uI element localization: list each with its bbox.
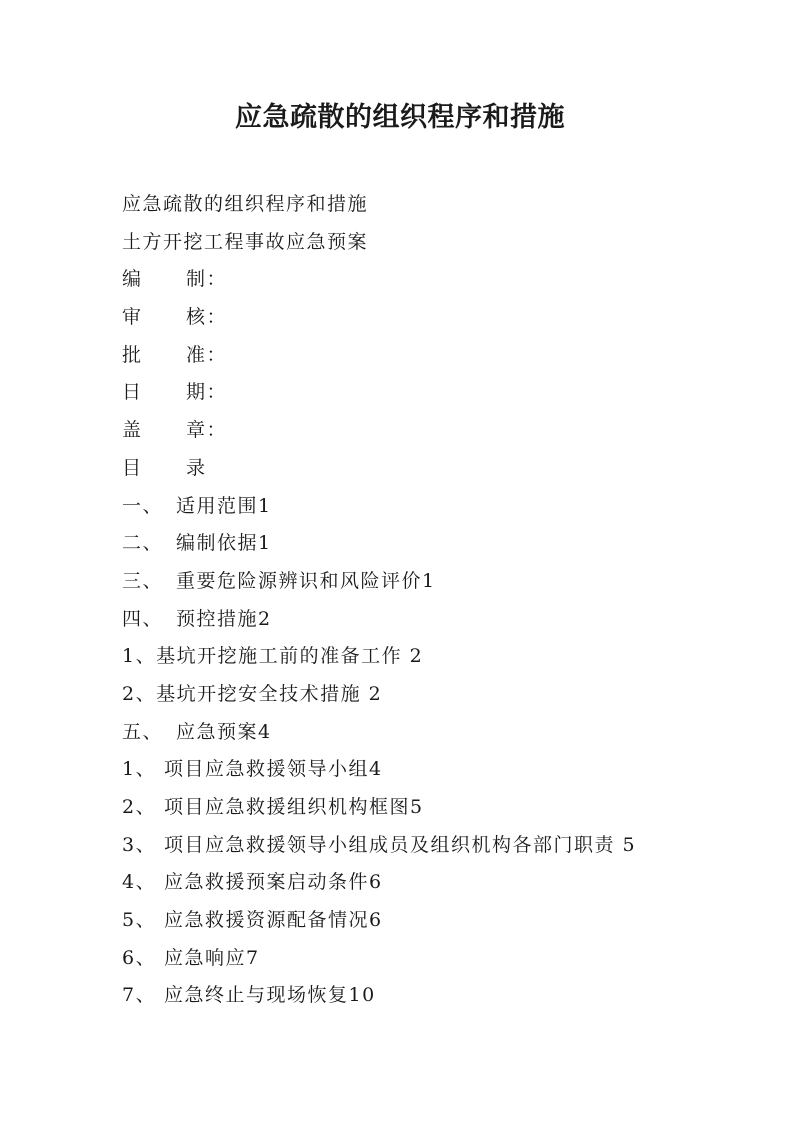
- toc-heading: [122, 450, 762, 488]
- toc-heading-b: 录: [186, 456, 207, 479]
- toc-item: [122, 563, 762, 601]
- toc-item-page: 2: [402, 645, 424, 668]
- toc-item-text: 预控措施: [176, 607, 259, 630]
- toc-item-page: 5: [615, 833, 637, 856]
- toc-item-number: 4、: [122, 871, 157, 894]
- plan-name: 土方开挖工程事故应急预案: [122, 230, 369, 253]
- toc-item: [122, 864, 762, 902]
- toc-item-number: 2、: [122, 796, 157, 818]
- toc-item-page: 2: [361, 682, 383, 705]
- toc-item: [122, 940, 762, 978]
- toc-item-text: 重要危险源辨识和风险评价: [176, 569, 423, 592]
- field-label-a: 编: [122, 268, 143, 291]
- toc-item-text: 应急响应: [164, 946, 247, 969]
- toc-item-number: 五、: [122, 720, 164, 743]
- toc-item-text: 项目应急救援组织机构框图: [164, 796, 411, 818]
- field-label-b: 准：: [186, 343, 228, 366]
- toc-item-page: 5: [410, 796, 424, 818]
- toc-item-number: 四、: [122, 607, 164, 630]
- page-title: 应急疏散的组织程序和措施: [235, 102, 565, 133]
- toc-item: [122, 789, 762, 827]
- toc-item-page: 2: [258, 607, 272, 630]
- toc-item: [122, 488, 762, 526]
- toc-item: [122, 751, 762, 789]
- toc-item-number: 3、: [122, 833, 157, 856]
- toc-item-page: 4: [258, 720, 272, 743]
- toc-item-number: 6、: [122, 946, 157, 969]
- toc-item-page: 1: [258, 532, 272, 555]
- toc-item-text: 适用范围: [176, 494, 259, 517]
- field-label-a: 盖: [122, 419, 143, 442]
- toc-item-number: 5、: [122, 909, 157, 932]
- toc-item-number: 2、: [122, 682, 157, 705]
- toc-item-page: 6: [369, 909, 383, 932]
- toc-item: [122, 676, 762, 714]
- document-body: [122, 186, 762, 1015]
- toc-item-text: 应急预案: [176, 720, 259, 743]
- field-label-b: 制：: [186, 268, 228, 291]
- field-label-b: 核：: [186, 306, 228, 329]
- toc-heading-a: 目: [122, 456, 143, 479]
- toc-item-text: 应急终止与现场恢复: [164, 984, 349, 1007]
- toc-item-number: 1、: [122, 645, 157, 668]
- toc-item-number: 二、: [122, 532, 164, 555]
- field-date: [122, 374, 762, 412]
- field-label-a: 批: [122, 343, 143, 366]
- toc-item-text: 应急救援预案启动条件: [164, 871, 370, 894]
- field-approved-by: [122, 337, 762, 375]
- toc-item: [122, 827, 762, 865]
- toc-item-number: 1、: [122, 758, 157, 781]
- toc-item-text: 基坑开挖施工前的准备工作: [156, 645, 403, 668]
- field-label-b: 期：: [186, 381, 228, 404]
- toc-item-number: 7、: [122, 984, 157, 1007]
- field-label-a: 日: [122, 381, 143, 404]
- toc-item: [122, 638, 762, 676]
- subtitle-line: 应急疏散的组织程序和措施: [122, 193, 369, 215]
- toc-item: [122, 902, 762, 940]
- toc-item-text: 项目应急救援领导小组: [164, 758, 370, 781]
- field-seal: [122, 412, 762, 450]
- toc-item-page: 7: [246, 946, 260, 969]
- toc-item: [122, 714, 762, 752]
- toc-item-text: 基坑开挖安全技术措施: [156, 682, 362, 705]
- toc-item-page: 1: [422, 569, 436, 592]
- field-label-b: 章：: [186, 419, 228, 442]
- field-label-a: 审: [122, 306, 143, 329]
- toc-item: [122, 525, 762, 563]
- toc-item-page: 6: [369, 871, 383, 894]
- toc-item-page: 10: [348, 984, 376, 1007]
- toc-item-number: 三、: [122, 569, 164, 592]
- toc-item-page: 1: [258, 494, 272, 517]
- field-reviewed-by: [122, 299, 762, 337]
- toc-item-number: 一、: [122, 494, 164, 517]
- toc-item-text: 编制依据: [176, 532, 259, 555]
- toc-item: [122, 601, 762, 639]
- toc-item-text: 项目应急救援领导小组成员及组织机构各部门职责: [164, 833, 616, 856]
- toc-item-text: 应急救援资源配备情况: [164, 909, 370, 932]
- toc-item: [122, 977, 762, 1015]
- field-compiled-by: [122, 261, 762, 299]
- toc-item-page: 4: [369, 758, 383, 781]
